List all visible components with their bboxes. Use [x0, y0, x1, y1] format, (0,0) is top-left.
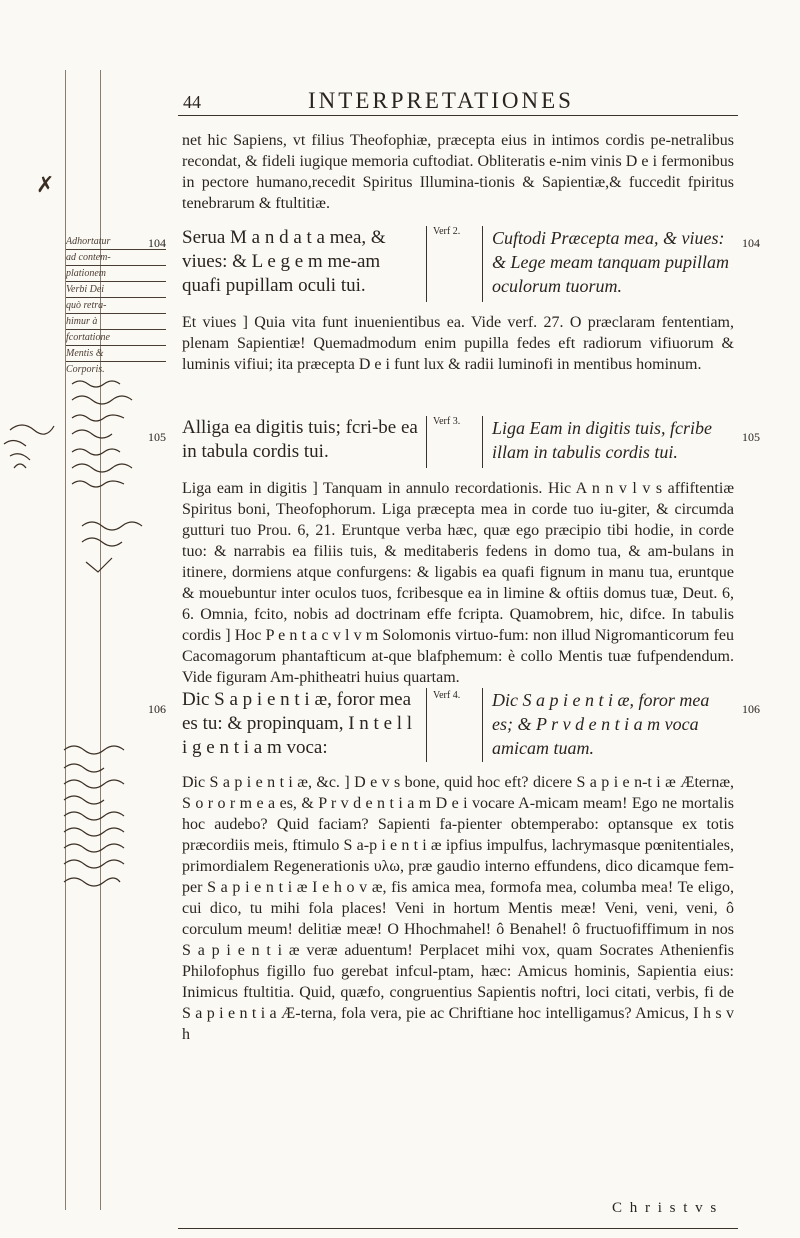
marginal-note-line: plationem — [66, 265, 166, 281]
verse-divider — [426, 226, 427, 302]
marginal-note-line: himur à — [66, 313, 166, 329]
paragraph-2: Et viues ] Quia vita funt inuenientibus ea. Vide verf. 27. O præclaram fententiam, plenam Sapientiæ! Quemadmodum enim pupilla fedes eft radiorum vifiuorum & luminis vifiui; ita præcepta D e i funt lux & radii luminofi in mentibus hominum. — [182, 314, 734, 373]
marginal-note-line: fcortatione — [66, 329, 166, 345]
verse-divider — [482, 416, 483, 468]
verse-2-reference: Verf 2. — [433, 226, 461, 237]
verse-divider — [482, 688, 483, 762]
verse-divider — [426, 688, 427, 762]
margin-number-104-left: 104 — [148, 236, 166, 250]
flag-mark-icon: ✗ — [36, 172, 55, 197]
marginal-note — [66, 234, 166, 377]
marginal-note-line: quò retra- — [66, 297, 166, 313]
paragraph-1: net hic Sapiens, vt filius Theofophiæ, præcepta eius in intimos cordis pe-netralibus recondat, & fideli iugique memoria cuftodiat. Obliteratis e-nim vinis D e i fermonibus in pectore humano,recedit Spiritus Illumina-tionis & Sapientiæ,& fuccedit fpiritus tenebrarum & ftultitiæ. — [182, 132, 734, 212]
catchword: C h r i s t v s — [612, 1200, 719, 1216]
margin-number-105-right: 105 — [742, 430, 760, 444]
marginal-note-line: Mentis & — [66, 345, 166, 361]
margin-number-104-right: 104 — [742, 236, 760, 250]
margin-number-106-right: 106 — [742, 702, 760, 716]
page-number: 44 — [183, 92, 201, 112]
handwritten-scribbles — [0, 370, 175, 950]
margin-number-106-left: 106 — [148, 702, 166, 716]
paragraph-3: Liga eam in digitis ] Tanquam in annulo recordationis. Hic A n n v l v s affiftentiæ Spiritus boni, Theofophorum. Liga præcepta mea in corde tuo iu-giter, & circumda gutturi tuo Prou. 6, 21. Eruntque verba hæc, quæ ego præcipio tibi hodie, in corde tuo: & narrabis ea filiis tuis, & meditaberis fedens in domo tua, & am-bulans in itinere, dormiens atque confurgens: & ligabis ea quafi fignum in manu tua, eruntque & mouebuntur inter oculos tuos, fcribesque ea in limine & oftiis domus tuæ, Deut. 6, 6. Omnia, fcito, nobis ad doctrinam effe fcripta. Quamobrem, hic, difce. In tabulis cordis ] Hoc P e n t a c v l v m Solomonis virtuo-fum: non illud Nigromanticorum feu Cacomagorum phantafticum at-que blafphemum: è collo Mentis tuæ fufpendendum. Vide figuram Am-phitheatri huius quartam. — [182, 480, 734, 686]
verse-2-latin-right: Cuftodi Præcepta mea, & viues: & Lege meam tanquam pupillam oculorum tuorum. — [492, 228, 729, 296]
verse-3-latin-right: Liga Eam in digitis tuis, fcribe illam in tabulis cordis tui. — [492, 418, 713, 462]
margin-number-105-left: 105 — [148, 430, 166, 444]
marginal-note-line: Verbi Dei — [66, 281, 166, 297]
verse-divider — [426, 416, 427, 468]
verse-4-latin-right: Dic S a p i e n t i æ, foror mea es; & P r v d e n t i a m voca amicam tuam. — [492, 690, 710, 758]
running-title: INTERPRETATIONES — [308, 88, 574, 113]
verse-3-reference: Verf 3. — [433, 416, 461, 427]
verse-3-latin-left: Alliga ea digitis tuis; fcri-be ea in tabula cordis tui. — [182, 417, 418, 462]
paragraph-4: Dic S a p i e n t i æ, &c. ] D e v s bone, quid hoc eft? dicere S a p i e n-t i æ Æternæ, S o r o r m e a es, & P r v d e n t i a m D e i vocare A-micam meam! Ego ne mortalis hoc audebo? Quid faciam? Sapienti fa-pienter obtemperabo: optansque ex totis præcordiis meis, ftimulo S a-p i e n t i æ ipfius impulfus, lachrymasque pœnitentiales, primordialem Regenerationis υλω, præ gaudio interno effundens, dico dicamque fem-per S a p i e n t i æ I e h o v æ, fis amica mea, formofa mea, columba mea! Te eligo, cui dico, tu mihi fola places! Veni in hortum Mentis meæ! Veni, veni, veni, ô corculum meum! delitiæ meæ! O Hhochmahel! ô Benahel! ô fructuofiffimum in nos S a p i e n t i æ veræ aduentum! Perplacet mihi vox, quam Socrates Athenienfis Philofophus figillo fuo gerebat infcul-ptam, hæc: Amicus hominis, Sapientia eius: Inimicus ftultitia. Quid, quæfo, congruentius Sapientis noftri, loci citati, verbis, fi de S a p i e n t i a Æ-terna, fola vera, pie ac Chriftiane hoc intelligamus? Amicus, I h s v h — [182, 774, 734, 1043]
verse-divider — [482, 226, 483, 302]
footer-rule — [178, 1228, 738, 1229]
verse-4-latin-left: Dic S a p i e n t i æ, foror mea es tu: & propinquam, I n t e l l i g e n t i a m voca: — [182, 689, 413, 758]
marginal-note-line: Adhortatur — [66, 236, 111, 247]
verse-2-latin-left: Serua M a n d a t a mea, & viues: & L e g e m me-am quafi pupillam oculi tui. — [182, 227, 386, 296]
header-rule — [178, 115, 738, 116]
marginal-note-line: Corporis. — [66, 361, 166, 377]
marginal-note-line: ad contem- — [66, 249, 166, 265]
verse-4-reference: Verf 4. — [433, 690, 461, 701]
